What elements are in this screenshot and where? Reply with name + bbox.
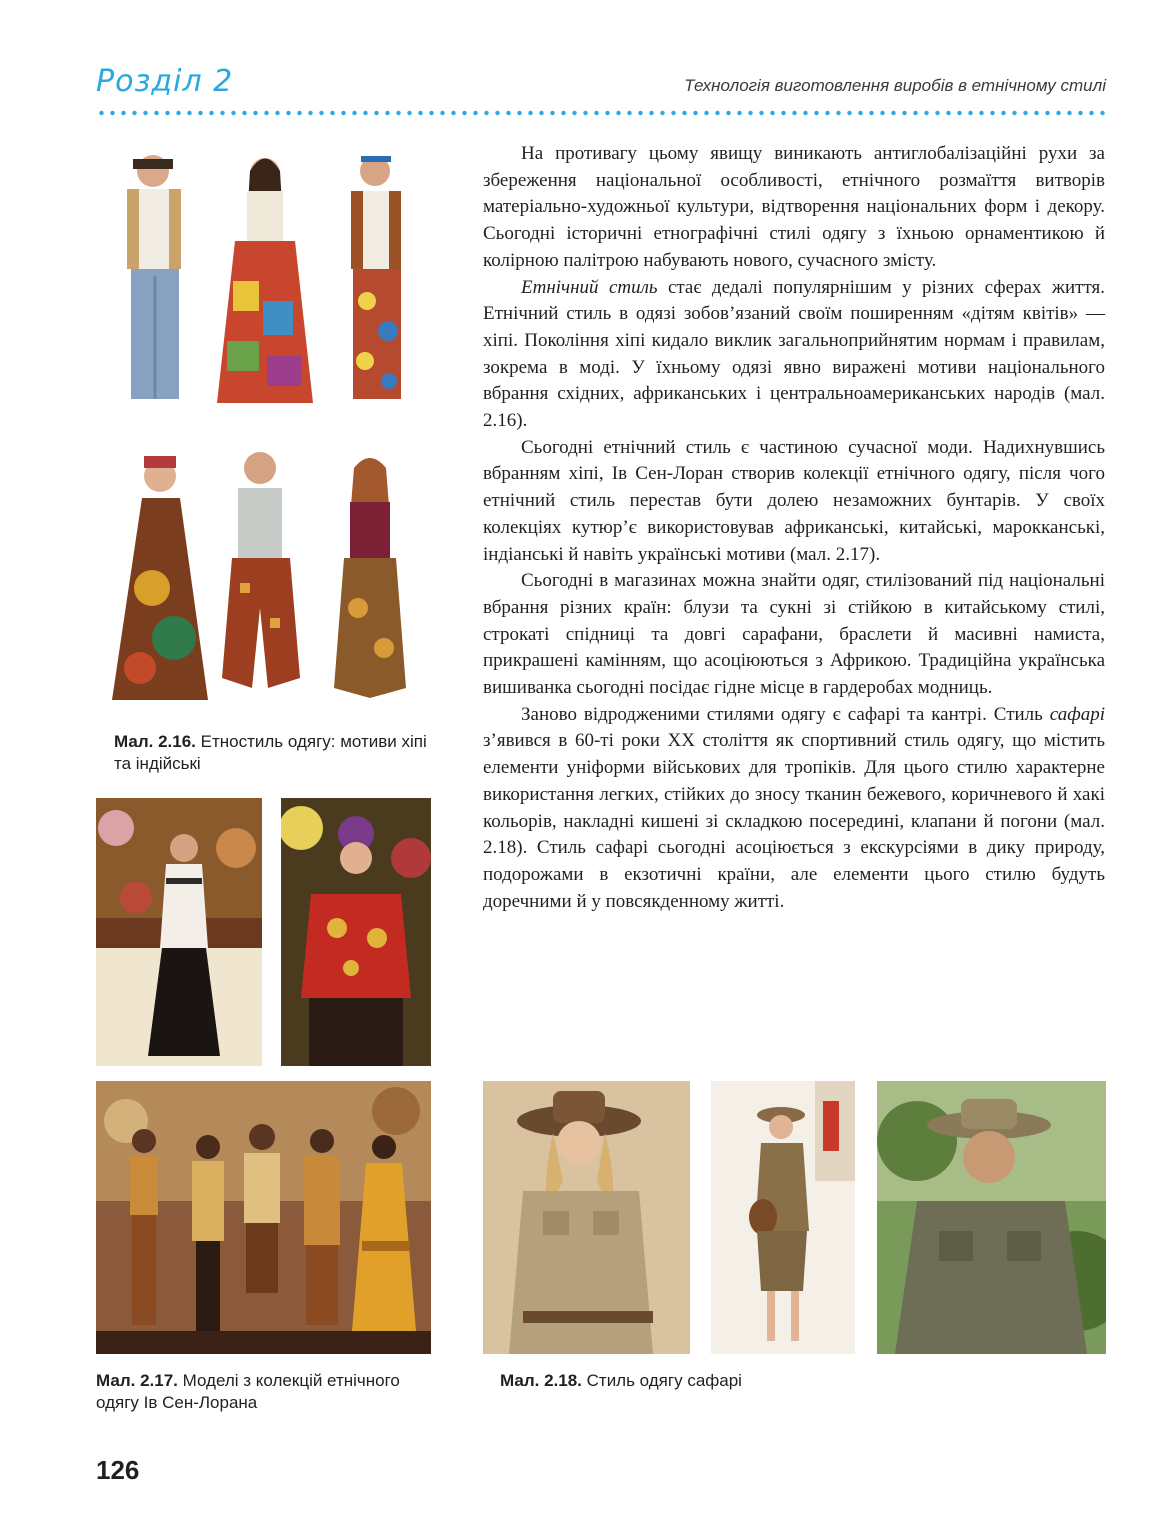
paragraph-3: Сьогодні етнічний стиль є частиною сучасної моди. Надихнувшись вбранням хіпі, Ів Сен-Лоран створив колекції етнічного одягу, після чого етнічний стиль перестав бути долею незаможних бунтарів. У своїх колекціях кутюр’є використовував африканські, китайські, марокканські, індіанські й навіть українські мотиви (мал. 2.17). [483, 436, 1105, 565]
figure-2-18-label: Мал. 2.18. [500, 1371, 582, 1390]
paragraph-2 [483, 275, 1105, 435]
figure-2-18-caption [500, 1370, 900, 1392]
african-collection-runway-photo [96, 1081, 431, 1354]
figure-2-17-caption [96, 1370, 436, 1414]
figure-2-17-label: Мал. 2.17. [96, 1371, 178, 1390]
page-number: 126 [96, 1455, 140, 1485]
figure-2-16-label: Мал. 2.16. [114, 732, 196, 751]
indian-style-photo [100, 438, 435, 708]
paragraph-5-end: з’явився в 60-ті роки XX століття як спортивний стиль одягу, що містить елементи уніформи військових для тропіків. Для цього стилю характерне використання легких, стійких до зносу тканин бежевого, коричневого й хакі кольорів, накладні кишені зі складкою посередині, клапани й погони (мал. 2.18). Стиль сафарі сьогодні асоціюється з екскурсіями в дику природу, подорожами в екзотичні країни, але елементи цього стилю будуть доречними й у повсякденному житті. [483, 730, 1105, 912]
figure-2-17-text: Моделі з колекцій етнічного одягу Ів Сен-Лорана [96, 1371, 400, 1412]
safari-runway-photo [711, 1081, 855, 1354]
paragraph-5 [483, 702, 1105, 916]
safari-man-hat-photo [877, 1081, 1106, 1354]
figure-2-16-text: Етностиль одягу: мотиви хіпі та індійські [114, 732, 427, 773]
dotted-divider [96, 110, 1106, 116]
paragraph-1: На противагу цьому явищу виникають антиглобалізаційні рухи за збереження національної особливості, етнічного розмаїття витворів матеріально-художньої культури, відтворення національних форм і декору. Сьогодні історичні етнографічні стилі одягу з їхньою орнаментикою й колірною палітрою набувають нового, сучасного змісту. [483, 143, 1105, 271]
figure-2-18-text: Стиль одягу сафарі [586, 1371, 742, 1390]
main-text [483, 141, 1105, 915]
safari-woman-hat-photo [483, 1081, 690, 1354]
term-safari: сафарі [1049, 703, 1105, 725]
paragraph-2-text: стає дедалі популярнішим у різних сферах життя. Етнічний стиль в одязі зобов’язаний своїм поширенням «дітям квітів» — хіпі. Покоління хіпі кидало виклик загальноприйнятим нормам і правилам, зокрема в моді. У їхньому одязі явно виражені мотиви національного вбрання східних, африканських і центральноамериканських народів (мал. 2.16). [483, 276, 1105, 432]
term-ethnic-style: Етнічний стиль [521, 276, 658, 298]
figure-2-16-caption [114, 731, 444, 775]
paragraph-4: Сьогодні в магазинах можна знайти одяг, стилізований під національні вбрання різних країн: блузи та сукні зі стійкою в китайському стилі, строкаті спідниці та довгі сарафани, браслети й масивні намиста, прикрашені камінням, що асоціюються з Африкою. Традиційна українська вишиванка сьогодні посідає гідне місце в гардеробах модниць. [483, 570, 1105, 699]
hippie-costumes-photo [105, 141, 430, 413]
running-title: Технологія виготовлення виробів в етнічному стилі [684, 76, 1106, 95]
ukrainian-motif-runway-photo [96, 798, 262, 1066]
paragraph-5-start: Заново відродженими стилями одягу є сафарі та кантрі. Стиль [521, 703, 1050, 725]
chapter-title: Розділ 2 [96, 64, 234, 99]
red-embroidered-blouse-photo [281, 798, 431, 1066]
